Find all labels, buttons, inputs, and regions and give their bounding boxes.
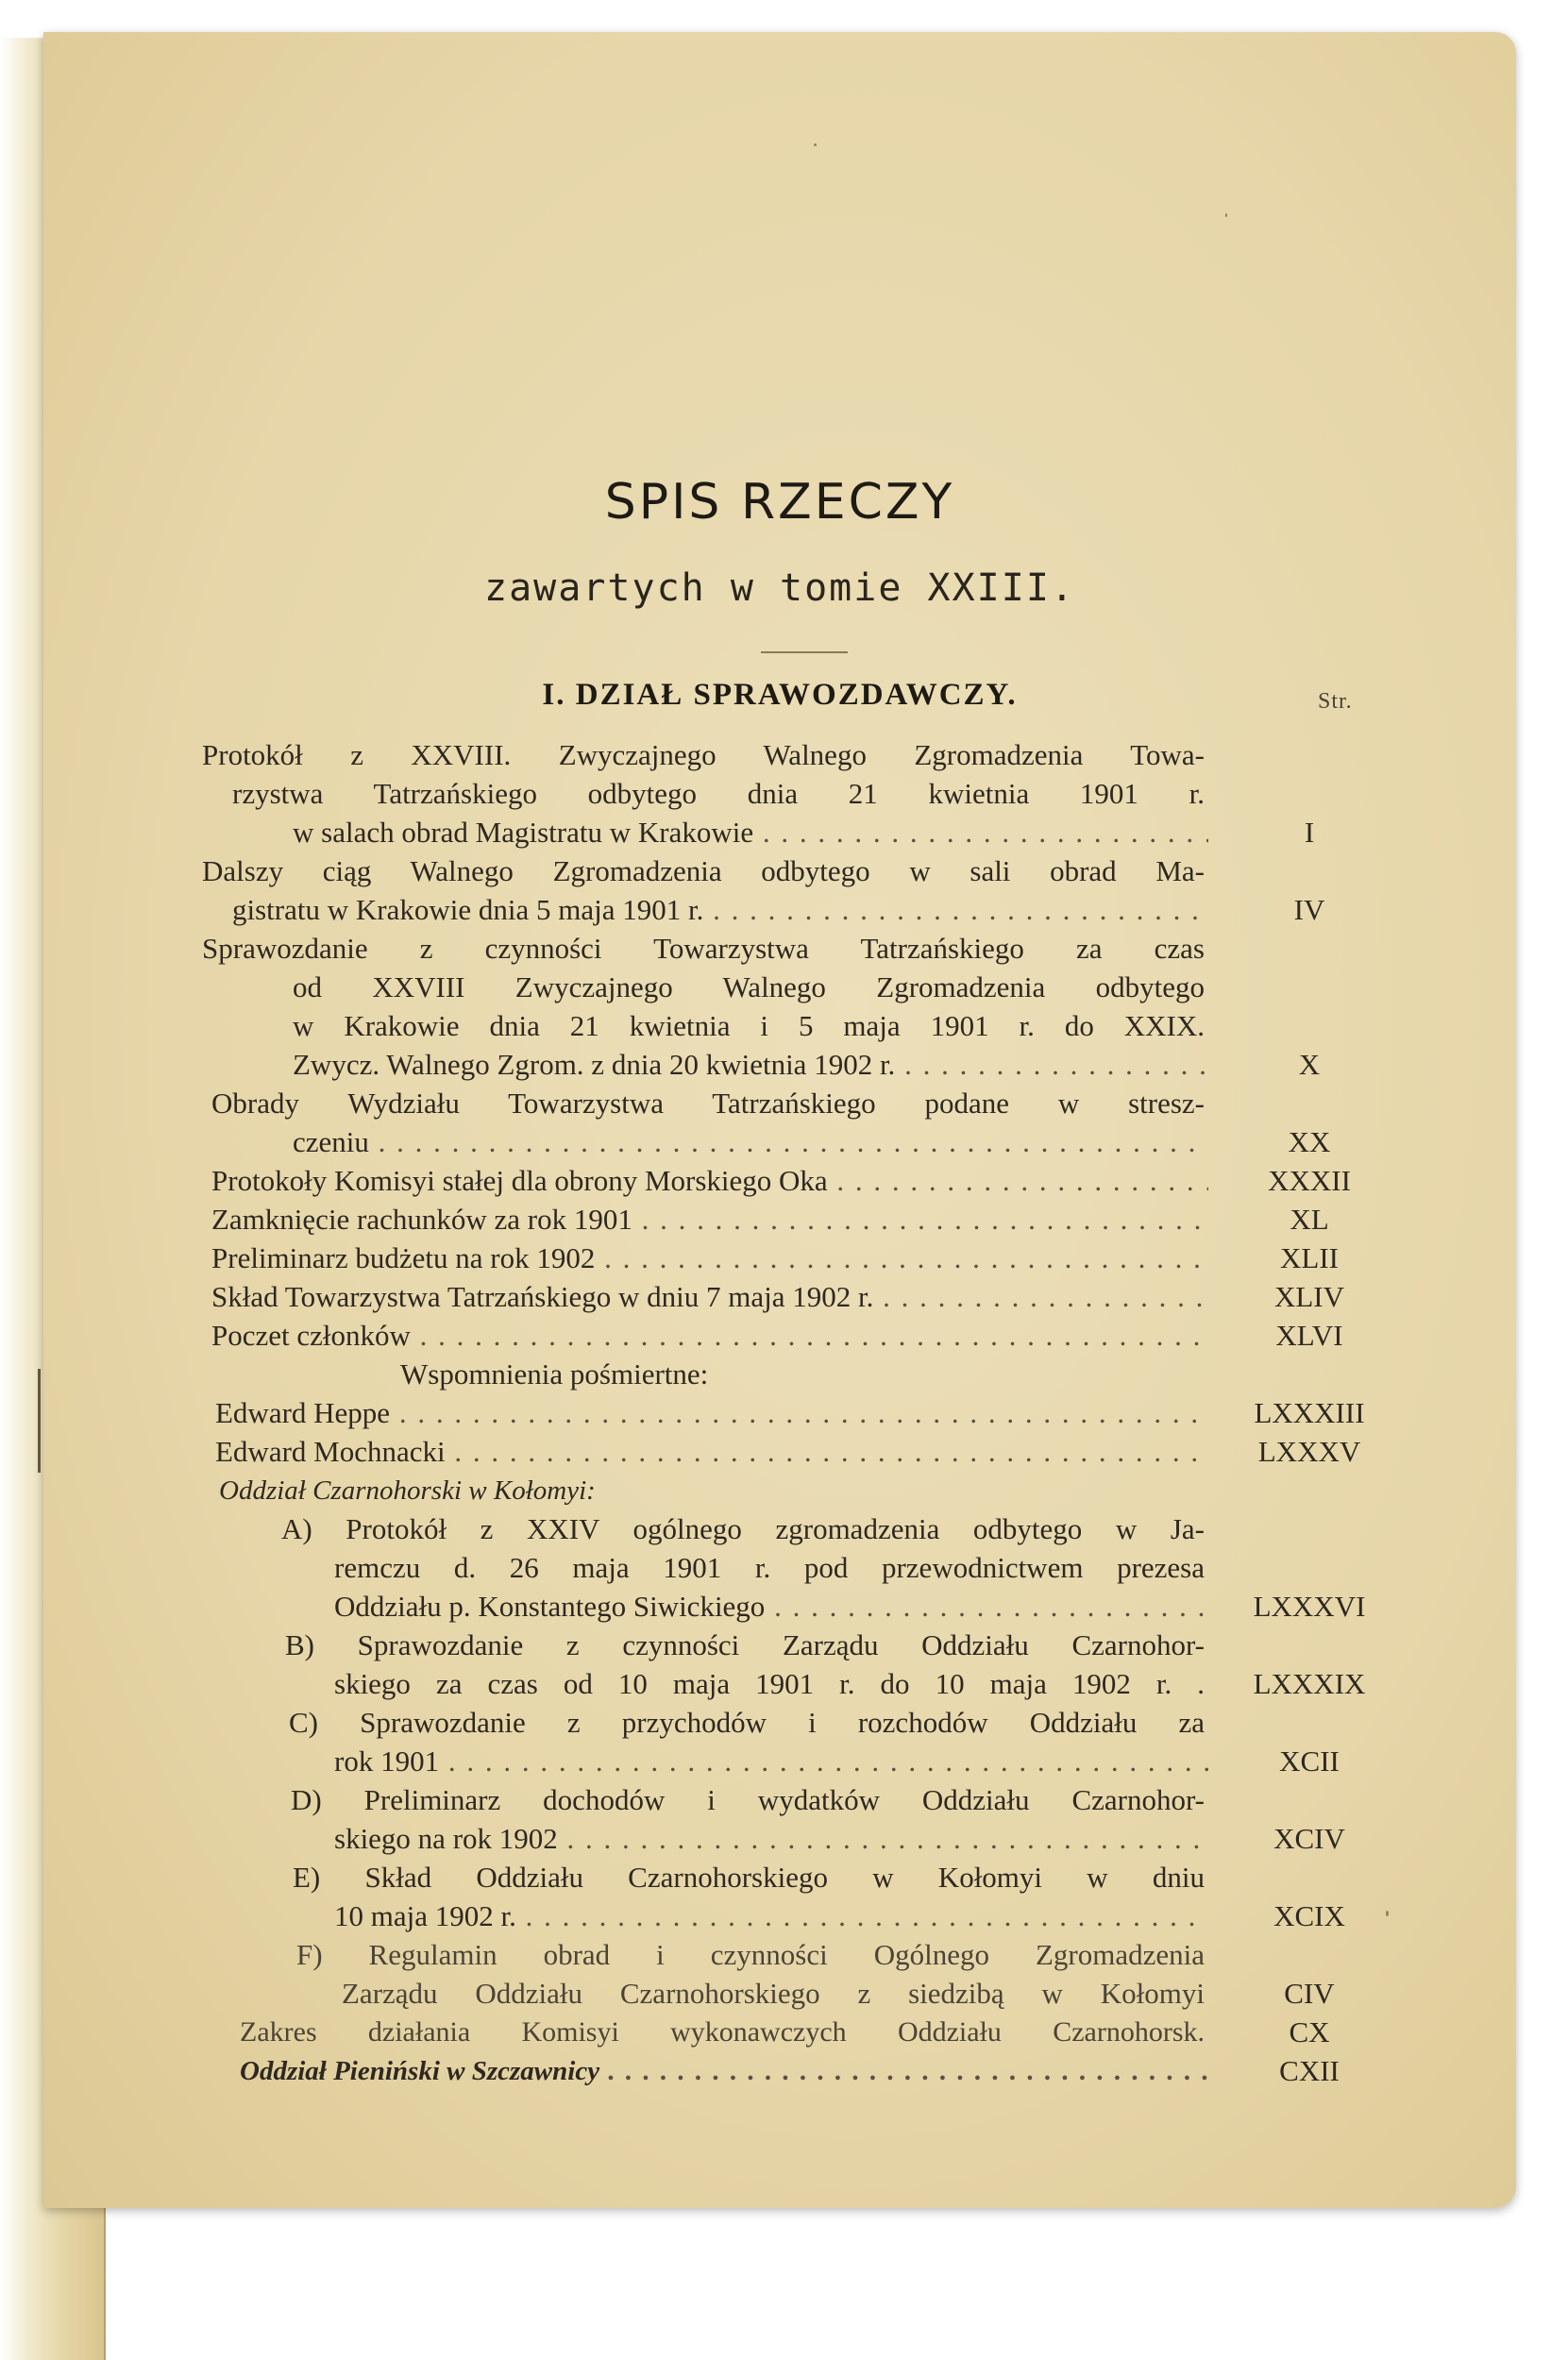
toc-page-number: XCII xyxy=(1279,1745,1340,1778)
toc-entry-text: rzystwa Tatrzańskiego odbytego dnia 21 kwietnia 1901 r. xyxy=(232,777,1205,810)
toc-page-number: CIV xyxy=(1284,1977,1335,2010)
toc-entry-text: Oddziału p. Konstantego Siwickiego . . . xyxy=(334,1588,1208,1626)
paper-speck xyxy=(814,143,817,146)
toc-page-number: XCIX xyxy=(1273,1899,1345,1932)
paper-speck xyxy=(1386,1911,1389,1916)
toc-entry-text: Zamknięcie rachunków za rok 1901 . . . xyxy=(211,1201,1208,1239)
toc-entry-text: Poczet członków . . . xyxy=(211,1317,1208,1355)
page-column-label: Str. xyxy=(1318,689,1353,714)
page-sheet xyxy=(43,32,1516,2208)
toc-branch-heading: Oddział Pieniński w Szczawnicy . . . xyxy=(240,2052,1208,2090)
toc-page-number: XL xyxy=(1290,1203,1329,1236)
toc-subheading: Wspomnienia pośmiertne: xyxy=(400,1357,709,1391)
toc-page-number: X xyxy=(1298,1048,1321,1081)
toc-entry-text: skiego na rok 1902 . . . xyxy=(334,1820,1208,1858)
toc-entry-text: w salach obrad Magistratu w Krakowie . . . xyxy=(293,814,1208,851)
toc-entry-text: Zarządu Oddziału Czarnohorskiego z siedzibą w Kołomyi xyxy=(342,1977,1205,2010)
toc-entry-text: A) Protokół z XXIV ogólnego zgromadzenia odbytego w Ja- xyxy=(281,1512,1205,1545)
toc-entry-text: Obrady Wydziału Towarzystwa Tatrzańskiego podane w stresz- xyxy=(211,1087,1205,1120)
toc-entry-text: E) Skład Oddziału Czarnohorskiego w Kołomyi w dniu xyxy=(293,1861,1205,1894)
toc-entry-text: C) Sprawozdanie z przychodów i rozchodów Oddziału za xyxy=(289,1706,1205,1739)
toc-entry-text: Zwycz. Walnego Zgrom. z dnia 20 kwietnia 1902 r. . . . xyxy=(293,1046,1208,1084)
toc-page-number: XX xyxy=(1288,1125,1331,1158)
toc-page-number: XLVI xyxy=(1275,1319,1343,1352)
toc-entry-text: w Krakowie dnia 21 kwietnia i 5 maja 1901 r. do XXIX. xyxy=(293,1009,1205,1042)
toc-entry-text: Zakres działania Komisyi wykonawczych Oddziału Czarnohorsk. xyxy=(240,2016,1205,2048)
toc-entry-text: Edward Heppe . . . xyxy=(215,1394,1208,1432)
toc-entry-text: Preliminarz budżetu na rok 1902 . . . xyxy=(211,1239,1208,1277)
toc-page-number: I xyxy=(1304,816,1315,849)
toc-page-number: LXXXIX xyxy=(1253,1667,1366,1700)
toc-entry-text: remczu d. 26 maja 1901 r. pod przewodnictwem prezesa xyxy=(334,1551,1205,1584)
toc-page-number: LXXXIII xyxy=(1254,1396,1365,1429)
toc-entry-text: Dalszy ciąg Walnego Zgromadzenia odbytego w sali obrad Ma- xyxy=(202,854,1205,887)
toc-entry-text: rok 1901 . . . xyxy=(334,1743,1208,1780)
toc-page-number: XXXII xyxy=(1268,1164,1351,1197)
page-title: SPIS RZECZY xyxy=(604,474,955,531)
title-divider xyxy=(761,651,848,653)
toc-page-number: LXXXVI xyxy=(1253,1590,1366,1623)
toc-entry-text: gistratu w Krakowie dnia 5 maja 1901 r. . . . xyxy=(232,891,1208,929)
toc-entry-text: Protokoły Komisyi stałej dla obrony Morskiego Oka . . . xyxy=(211,1162,1208,1200)
toc-page-number: XLIV xyxy=(1273,1280,1345,1313)
paper-speck xyxy=(1225,213,1227,217)
toc-entry-text: skiego za czas od 10 maja 1901 r. do 10 maja 1902 r. . xyxy=(334,1667,1205,1700)
toc-entry-text: czeniu . . . xyxy=(293,1123,1208,1161)
toc-entry-text: 10 maja 1902 r. . . . xyxy=(334,1897,1208,1935)
toc-entry-text: F) Regulamin obrad i czynności Ogólnego Zgromadzenia xyxy=(296,1938,1205,1971)
binding-thread xyxy=(38,1369,41,1473)
toc-page-number: XCIV xyxy=(1273,1822,1345,1855)
toc-entry-text: Protokół z XXVIII. Zwyczajnego Walnego Zgromadzenia Towa- xyxy=(202,738,1205,771)
toc-entry-text: od XXVIII Zwyczajnego Walnego Zgromadzenia odbytego xyxy=(293,970,1205,1003)
toc-page-number: LXXXV xyxy=(1257,1435,1361,1468)
toc-page-number: IV xyxy=(1293,893,1325,926)
toc-entry-text: Edward Mochnacki . . . xyxy=(215,1433,1208,1471)
toc-entry-text: B) Sprawozdanie z czynności Zarządu Oddziału Czarnohor- xyxy=(285,1628,1205,1661)
section-heading: I. DZIAŁ SPRAWOZDAWCZY. xyxy=(542,678,1018,712)
toc-entry-text: Sprawozdanie z czynności Towarzystwa Tatrzańskiego za czas xyxy=(202,932,1205,965)
toc-entry-text: D) Preliminarz dochodów i wydatków Oddziału Czarnohor- xyxy=(291,1783,1205,1816)
toc-branch-heading: Oddział Czarnohorski w Kołomyi: xyxy=(219,1475,596,1506)
page-subtitle: zawartych w tomie XXIII. xyxy=(484,566,1075,610)
toc-entry-text: Skład Towarzystwa Tatrzańskiego w dniu 7 maja 1902 r. . . . xyxy=(211,1278,1208,1316)
toc-page-number: XLII xyxy=(1280,1241,1339,1274)
toc-page-number: CX xyxy=(1289,2015,1330,2048)
toc-page-number: CXII xyxy=(1279,2054,1340,2087)
